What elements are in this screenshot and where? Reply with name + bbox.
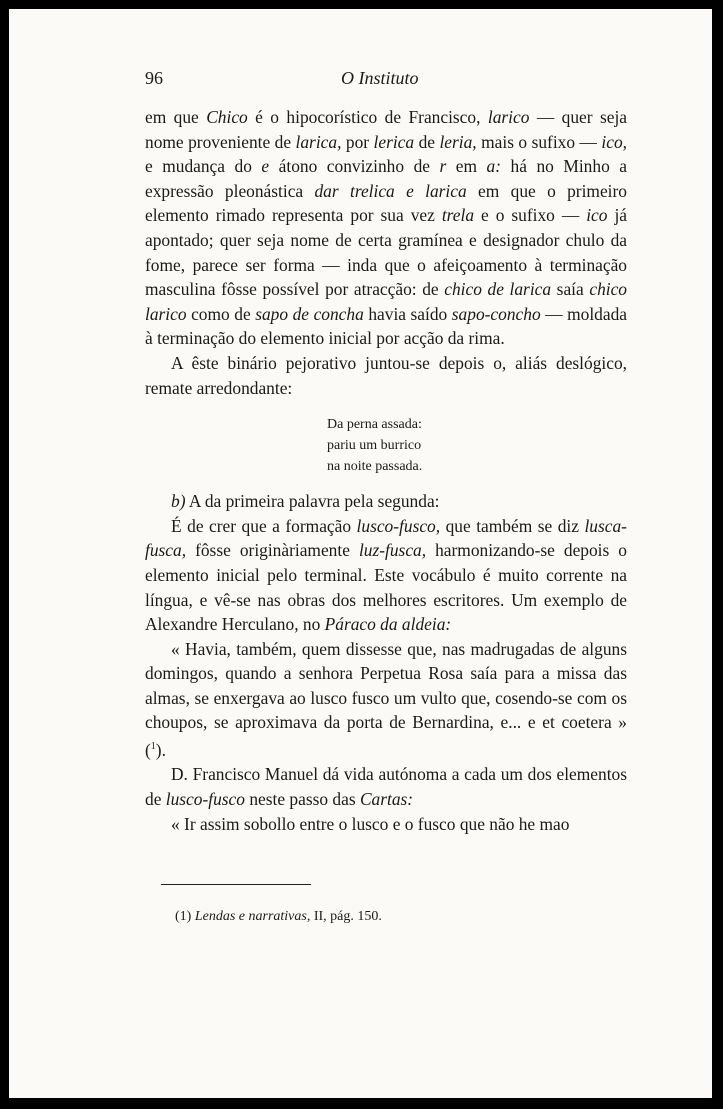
footnote-mark: (1) bbox=[175, 909, 192, 924]
verse-quote bbox=[327, 414, 627, 477]
footnote-ref-text: II, pág. 150. bbox=[310, 909, 382, 924]
verse-line: Da perna assada: bbox=[327, 417, 422, 433]
paragraph-5: « Havia, também, quem dissesse que, nas madrugadas de alguns domingos, quando a senhora Perpetua Rosa saía para a missa das almas, se enxergava ao lusco fusco um vulto que, cosendo-se com os choupos, se aproximava da porta de Bernardina, e... e et coetera » ($^1$). bbox=[145, 638, 627, 760]
paragraph-6: D. Francisco Manuel dá vida autónoma a cada um dos elementos de lusco-fusco neste passo das Cartas: bbox=[145, 764, 627, 810]
paragraph-7: « Ir assim sobollo entre o lusco e o fusco que não he mao bbox=[171, 813, 570, 834]
paragraph-3: b) A da primeira palavra pela segunda: bbox=[171, 491, 440, 512]
footnote-divider bbox=[161, 884, 311, 885]
paragraph-4: É de crer que a formação lusco-fusco, que também se diz lusca-fusca, fôsse originàriamente luz-fusca, harmonizando-se depois o elemento inicial pelo terminal. Este vocábulo é muito corrente na língua, e vê-se nas obras dos melhores escritores. Um exemplo de Alexandre Herculano, no Páraco da aldeia: bbox=[145, 515, 627, 635]
body-text bbox=[145, 105, 627, 836]
page-header bbox=[145, 68, 627, 92]
footnote-ref[interactable]: 1 bbox=[150, 741, 156, 753]
page-number: 96 bbox=[145, 68, 163, 88]
verse-line: pariu um burrico bbox=[327, 438, 422, 454]
paragraph-1: em que Chico é o hipocorístico de Francisco, larico — quer seja nome proveniente de larica, por lerica de leria, mais o sufixo — ico, e mudança do e átono convizinho de r em a: há no Minho a expressão pleonástica dar trelica e larica em que o primeiro elemento rimado representa por sua vez trela e o sufixo — ico já apontado; quer seja nome de certa gramínea e designador chulo da fome, parece ser forma — inda que o afeiçoamento à terminação masculina fôsse possível por atracção: de chico de larica saía chico larico como de sapo de concha havia saído sapo-concho — moldada à terminação do elemento inicial por acção da rima. bbox=[145, 107, 628, 349]
running-title: O Instituto bbox=[341, 68, 419, 88]
paragraph-2: A êste binário pejorativo juntou-se depois o, aliás deslógico, remate arredondante: bbox=[145, 352, 627, 398]
verse-line: na noite passada. bbox=[327, 459, 423, 475]
footnote-title: Lendas e narrativas, bbox=[194, 909, 311, 924]
footnote bbox=[175, 909, 382, 925]
book-page bbox=[9, 9, 712, 1098]
